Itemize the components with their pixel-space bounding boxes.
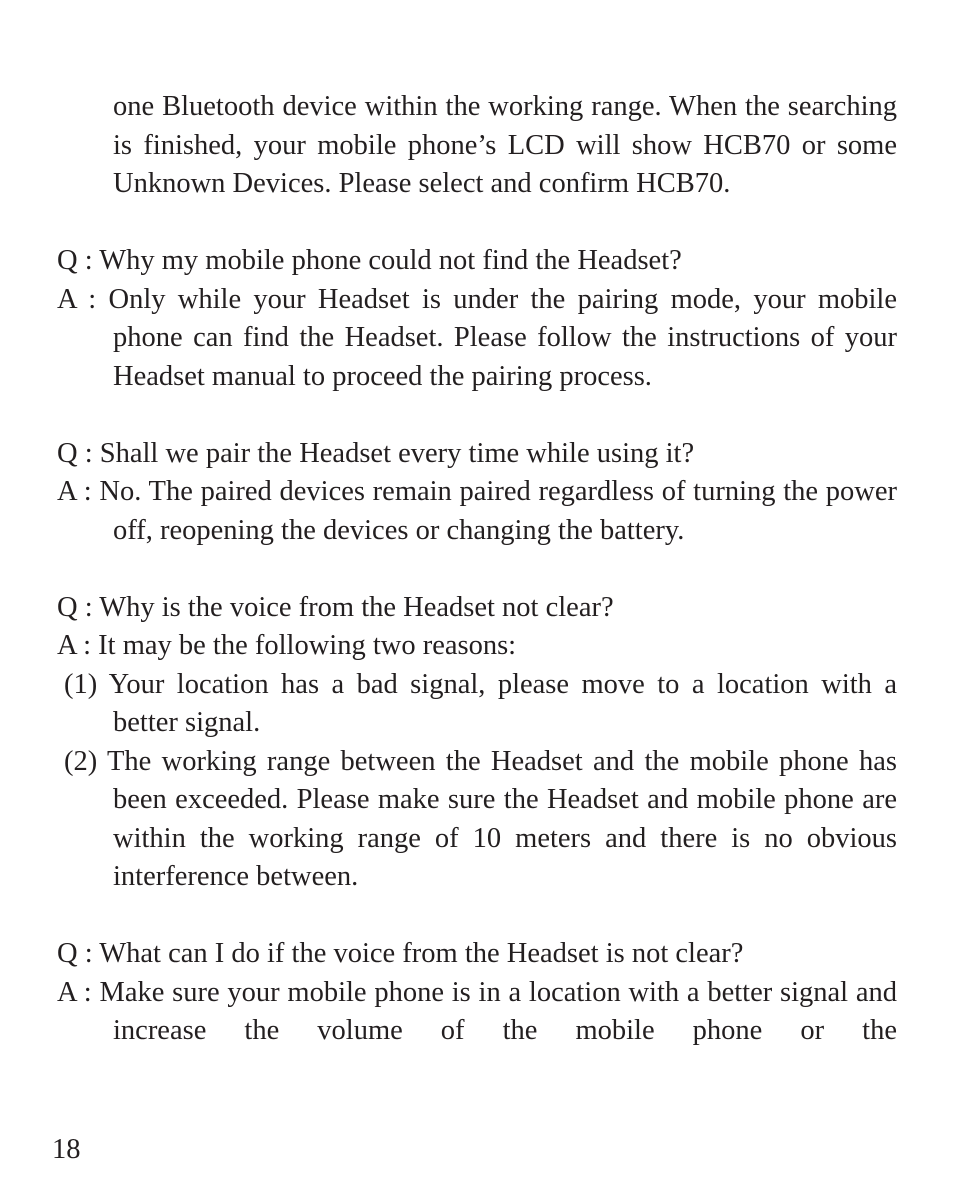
question-1: Q : Why my mobile phone could not find the Headset? xyxy=(57,245,682,276)
page-number: 18 xyxy=(52,1134,81,1165)
answer-3: A : It may be the following two reasons: xyxy=(57,630,517,661)
question-4: Q : What can I do if the voice from the Headset is not clear? xyxy=(57,938,744,969)
intro-continuation-paragraph: one Bluetooth device within the working range. When the searching is finished, your mobile phone’s LCD will show HCB70 or some Unknown Devices. Please select and confirm HCB70. xyxy=(113,91,897,199)
answer-3-reason-2: (2) The working range between the Headset and the mobile phone has been exceeded. Please make sure the Headset and mobile phone are within the working range of 10 meters and there is no obvious interference between. xyxy=(64,745,897,892)
answer-1: A : Only while your Headset is under the pairing mode, your mobile phone can find the Headset. Please follow the instructions of your Headset manual to proceed the pairing process. xyxy=(57,283,897,392)
question-2: Q : Shall we pair the Headset every time while using it? xyxy=(57,437,695,469)
answer-2: A : No. The paired devices remain paired regardless of turning the power off, reopening the devices or changing the battery. xyxy=(57,476,897,546)
faq-text xyxy=(57,88,897,1051)
answer-3-reason-1: (1) Your location has a bad signal, please move to a location with a better signal. xyxy=(64,668,897,738)
answer-4: A : Make sure your mobile phone is in a location with a better signal and increase the volume of the mobile phone or the xyxy=(57,976,897,1046)
question-3: Q : Why is the voice from the Headset not clear? xyxy=(57,591,614,623)
